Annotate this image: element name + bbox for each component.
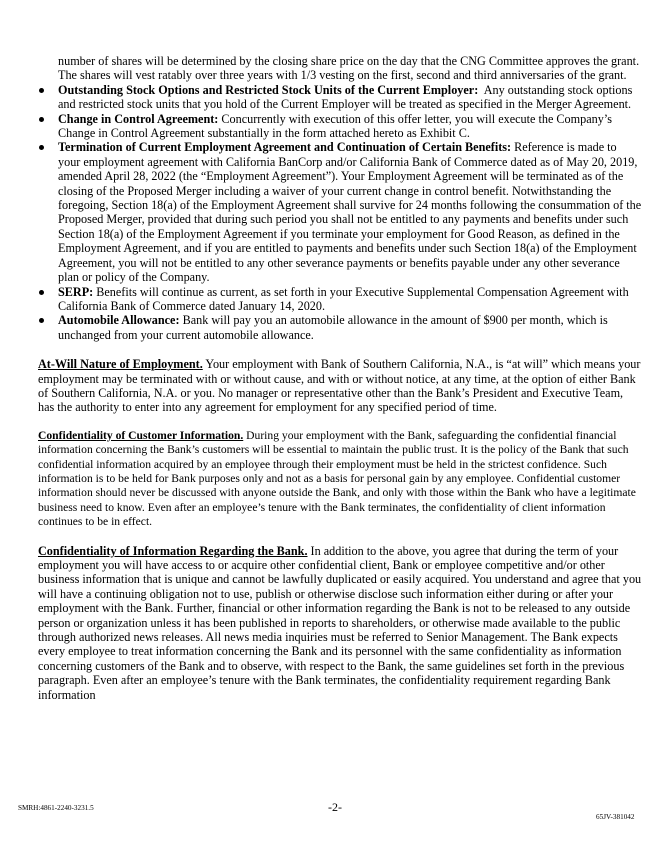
bullet-icon: [39, 88, 44, 93]
bullet-icon: [39, 290, 44, 295]
section-text: During your employment with the Bank, safeguarding the confidential financial information concerning the Bank’s customers will be essential to maintain the public trust. It is the policy of the Bank that such confidential information acquired by an employee through their employment must be held in the strictest confidence. Such information is to be held for Bank purposes only and not as a basis for personal gain by any employee. Confidential customer information should never be discussed with anyone outside the Bank, and only with those within the Bank who have a legitimate business need to know. Even after an employee’s tenure with the Bank terminates, the confidentiality of client information continues to be in effect.: [38, 428, 636, 529]
footer-page-number: -2-: [328, 800, 342, 814]
bullet-termination: [38, 140, 642, 284]
bullet-heading: SERP:: [58, 284, 94, 299]
section-heading: Confidentiality of Customer Information.: [38, 428, 244, 442]
bullet-heading: Outstanding Stock Options and Restricted Stock Units of the Current Employer:: [58, 82, 479, 97]
bullet-icon: [39, 145, 44, 150]
bullet-text: Bank will pay you an automobile allowance in the amount of $900 per month, which is unchanged from your current automobile allowance.: [58, 313, 608, 342]
bullet-text: Benefits will continue as current, as set forth in your Executive Supplemental Compensation Agreement with California Bank of Commerce dated January 14, 2020.: [58, 284, 629, 313]
document-body: [38, 54, 642, 702]
section-at-will: [38, 357, 642, 415]
benefits-list: [38, 83, 642, 342]
bullet-stock-options: [38, 83, 642, 112]
section-text: Your employment with Bank of Southern California, N.A., is “at will” which means your employment may be terminated with or without cause, and with or without notice, at any time, at the option of either Bank of Southern California, N.A. or you. No manager or representative other than the Bank’s President and Executive Team, has the authority to enter into any agreement for employment for any specified period of time.: [38, 357, 641, 415]
bullet-heading: Termination of Current Employment Agreement and Continuation of Certain Benefits:: [58, 140, 512, 155]
section-heading: At-Will Nature of Employment.: [38, 357, 203, 372]
footer-document-id: SMRH:4861-2240-3231.5: [18, 804, 94, 812]
section-heading: Confidentiality of Information Regarding the Bank.: [38, 543, 308, 558]
bullet-text: Concurrently with execution of this offer letter, you will execute the Company’s Change in Control Agreement substantially in the form attached hereto as Exhibit C.: [58, 111, 612, 141]
bullet-text: Any outstanding stock options and restricted stock units that you hold of the Current Employer will be treated as specified in the Merger Agreement.: [58, 82, 633, 112]
bullet-text: Reference is made to your employment agreement with California BanCorp and/or California Bank of Commerce dated as of May 20, 2019, amended April 28, 2022 (the “Employment Agreement”). Your Employment Agreement will be terminated as of the closing of the Proposed Merger including a waiver of your current change in control benefit. Notwithstanding the foregoing, Section 18(a) of the Employment Agreement shall survive for 24 months following the consummation of the Proposed Merger, provided that during such period you shall not be entitled to any payments and benefits under such Section 18(a) of the Employment Agreement if you terminate your employment for Good Reason, as defined in the Employment Agreement, and if you are entitled to payments and benefits under such Section 18(a) of the Employment Agreement, you will not be entitled to any other severance payments or benefits payable under any other severance plan or policy of the Company.: [58, 140, 642, 285]
bullet-icon: [39, 318, 44, 323]
section-bank-confidentiality: [38, 544, 642, 702]
bullet-serp: [38, 285, 642, 314]
intro-paragraph: number of shares will be determined by the closing share price on the day that the CNG Committee approves the grant. The shares will vest ratably over three years with 1/3 vesting on the first, second and third anniversaries of the grant.: [58, 54, 640, 83]
section-text: In addition to the above, you agree that during the term of your employment you will have access to or acquire other confidential client, Bank or employee competitive and/or other business information that is unique and cannot be lawfully duplicated or easily acquired. You understand and agree that you will have a continuing obligation not to use, publish or otherwise disclose such information either during or after your employment with the Bank. Further, financial or other information regarding the Bank is not to be released to any outside person or organization unless it has been published in reports to shareholders, or otherwise made available to the public through authorized news releases. All news media inquiries must be referred to Senior Management. The Bank expects every employee to treat information concerning the Bank and its personnel with the same confidentiality as information concerning customers of the Bank and to observe, with respect to the Bank, the same guidelines set forth in the previous paragraph. Even after an employee’s tenure with the Bank terminates, the confidentiality requirement regarding Bank information: [38, 543, 642, 702]
section-customer-confidentiality: [38, 429, 642, 530]
bullet-icon: [39, 117, 44, 122]
bullet-change-in-control: [38, 112, 642, 141]
bullet-automobile-allowance: [38, 313, 642, 342]
bullet-heading: Change in Control Agreement:: [58, 111, 219, 126]
footer-reference: 65JV-381042: [596, 813, 635, 821]
bullet-heading: Automobile Allowance:: [58, 313, 180, 328]
